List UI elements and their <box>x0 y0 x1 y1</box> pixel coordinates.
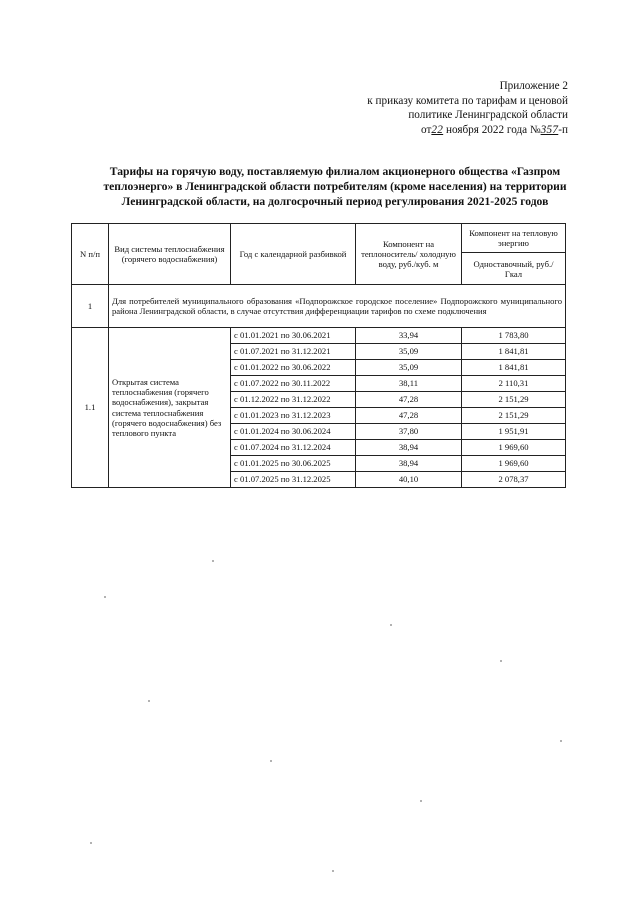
header-num: N п/п <box>72 224 109 285</box>
row-period: с 01.01.2022 по 30.06.2022 <box>231 360 356 376</box>
row-energy: 1 841,81 <box>462 344 566 360</box>
row-period: с 01.01.2025 по 30.06.2025 <box>231 456 356 472</box>
section-row <box>72 285 566 328</box>
row-period: с 01.07.2024 по 31.12.2024 <box>231 440 356 456</box>
table-header-row <box>72 224 566 253</box>
document-title: Тарифы на горячую воду, поставляемую филиалом акционерного общества «Газпром теплоэнерго» в Ленинградской области потребителям (кроме населения) на территории Ленинградской области, на долгосрочный период регулирования 2021-2025 годов <box>103 165 567 208</box>
appendix-order-line: к приказу комитета по тарифам и ценовой <box>367 94 568 107</box>
row-energy: 1 969,60 <box>462 440 566 456</box>
scan-speck <box>148 700 150 702</box>
row-carrier: 35,09 <box>356 344 462 360</box>
section-description: Для потребителей муниципального образования «Подпорожское городское поселение» Подпорожского муниципального района Ленинградской области, в случае отсутствия дифференциации тарифов по схеме подключения <box>109 285 566 328</box>
row-energy: 2 110,31 <box>462 376 566 392</box>
row-energy: 1 841,81 <box>462 360 566 376</box>
header-carrier: Компонент на теплоноситель/ холодную воду, руб./куб. м <box>356 224 462 285</box>
scan-speck <box>560 740 562 742</box>
appendix-block <box>308 79 568 137</box>
appendix-committee-line: политике Ленинградской области <box>408 109 568 122</box>
row-period: с 01.07.2025 по 31.12.2025 <box>231 472 356 488</box>
row-period: с 01.07.2022 по 30.11.2022 <box>231 376 356 392</box>
header-system: Вид системы теплоснабжения (горячего водоснабжения) <box>109 224 231 285</box>
header-energy-sub: Одноставочный, руб./Гкал <box>462 253 566 285</box>
date-middle: ноября 2022 года № <box>443 123 541 136</box>
header-year: Год с календарной разбивкой <box>231 224 356 285</box>
group-num: 1.1 <box>72 328 109 488</box>
row-energy: 1 951,91 <box>462 424 566 440</box>
date-prefix: от <box>421 123 432 136</box>
row-period: с 01.01.2021 по 30.06.2021 <box>231 328 356 344</box>
scan-speck <box>390 624 392 626</box>
scan-speck <box>212 560 214 562</box>
scan-speck <box>420 800 422 802</box>
section-num: 1 <box>72 285 109 328</box>
row-energy: 1 969,60 <box>462 456 566 472</box>
row-carrier: 35,09 <box>356 360 462 376</box>
scan-speck <box>270 760 272 762</box>
handwritten-number: 357 <box>540 123 559 136</box>
appendix-title: Приложение 2 <box>499 80 568 92</box>
row-energy: 1 783,80 <box>462 328 566 344</box>
row-carrier: 40,10 <box>356 472 462 488</box>
header-energy: Компонент на тепловую энергию <box>462 224 566 253</box>
row-carrier: 47,28 <box>356 392 462 408</box>
row-period: с 01.07.2021 по 31.12.2021 <box>231 344 356 360</box>
table-row <box>72 328 566 344</box>
row-carrier: 38,94 <box>356 440 462 456</box>
appendix-date-line <box>308 123 568 138</box>
row-carrier: 38,11 <box>356 376 462 392</box>
row-period: с 01.01.2023 по 31.12.2023 <box>231 408 356 424</box>
row-period: с 01.12.2022 по 31.12.2022 <box>231 392 356 408</box>
row-period: с 01.01.2024 по 30.06.2024 <box>231 424 356 440</box>
scan-speck <box>104 596 106 598</box>
row-energy: 2 151,29 <box>462 392 566 408</box>
row-carrier: 47,28 <box>356 408 462 424</box>
group-system: Открытая система теплоснабжения (горячего водоснабжения), закрытая система теплоснабжения (горячего водоснабжения) без теплового пункта <box>109 328 231 488</box>
scan-speck <box>332 870 334 872</box>
tariff-table <box>71 223 566 488</box>
scan-speck <box>500 660 502 662</box>
row-carrier: 38,94 <box>356 456 462 472</box>
row-carrier: 33,94 <box>356 328 462 344</box>
row-energy: 2 151,29 <box>462 408 566 424</box>
handwritten-day: 22 <box>431 123 444 136</box>
row-energy: 2 078,37 <box>462 472 566 488</box>
row-carrier: 37,80 <box>356 424 462 440</box>
order-suffix: -п <box>558 123 568 136</box>
scan-speck <box>90 842 92 844</box>
